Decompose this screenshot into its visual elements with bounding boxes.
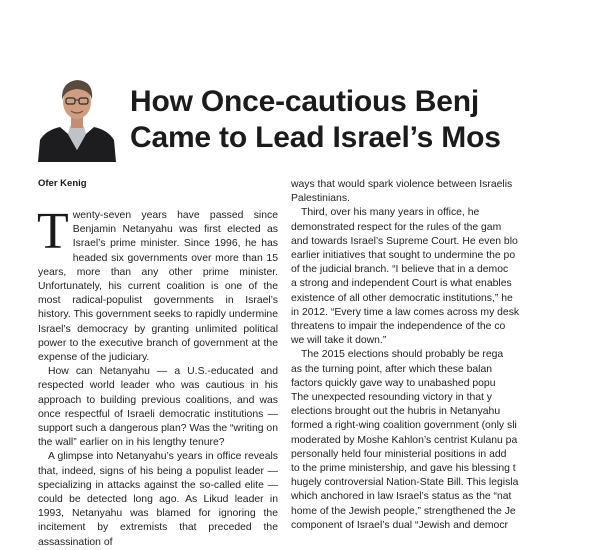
author-photo <box>38 70 116 162</box>
right-line: and towards Israel’s Supreme Court. He even blo <box>291 235 518 247</box>
right-line: ways that would spark violence between Israelis <box>291 179 513 190</box>
paragraph-1-text: wenty-seven years have passed since Benjamin Netanyahu was first elected as Israel’s prime minister. Since 1996, he has headed six governments over more than 15 years, more than any other prime minister. Unfortunately, his current coalition is one of the most radical-populist governments in Israel’s history. This government seeks to rapidly undermine Israel’s democracy by granting unlimited political power to the executive branch of government at the expense of the judiciary. <box>38 210 278 364</box>
paragraph-1 <box>37 203 278 365</box>
right-line: demonstrated respect for the rules of the gam <box>291 221 502 233</box>
paragraph-2: How can Netanyahu — a U.S.-educated and respected world leader who was cautious in his approach to building previous coalitions, and was once respectful of Israeli democratic institutions — support such a dangerous plan? Was the “writing on the wall” earlier on in his lengthy tenure? <box>38 366 278 449</box>
right-line: personally held four ministerial positions in add <box>291 448 507 460</box>
right-line: we will take it down.” <box>291 335 387 347</box>
article-title <box>130 84 550 156</box>
right-line: component of Israel’s dual “Jewish and democr <box>291 519 508 531</box>
author-portrait-icon <box>38 70 116 162</box>
right-line: to the prime ministership, and gave his blessing t <box>291 463 516 475</box>
right-column <box>291 178 591 533</box>
author-byline: Ofer Kenig <box>38 178 87 189</box>
right-line: threatens to impair the independence of the co <box>291 321 506 333</box>
right-line: a strong and independent Court is what enables <box>291 278 512 290</box>
drop-cap: T <box>37 203 69 260</box>
right-line: The unexpected resounding victory in that y <box>291 392 493 404</box>
title-line-1: How Once-cautious Benj <box>130 85 479 118</box>
right-line: moderated by Moshe Kahlon’s centrist Kulanu pa <box>291 434 518 446</box>
right-line: earlier initiatives that sought to undermine the po <box>291 250 516 262</box>
right-line: existence of all other democratic institutions,” he <box>291 292 513 304</box>
right-line: of the judicial branch. “I believe that in a democ <box>291 264 509 276</box>
right-line: The 2015 elections should probably be rega <box>301 349 504 361</box>
left-column <box>37 203 278 550</box>
right-line: elections brought out the hubris in Netanyahu <box>291 406 501 418</box>
title-line-2: Came to Lead Israel’s Mos <box>130 121 501 154</box>
right-line: formed a right-wing coalition government (only sli <box>291 420 517 432</box>
right-line: factors quickly gave way to unabashed popu <box>291 377 496 389</box>
right-line: home of the Jewish people,” strengthened the Je <box>291 505 516 517</box>
right-line: Palestinians. <box>291 193 350 205</box>
right-line: as the turning point, after which these balan <box>291 363 493 375</box>
right-line: which anchored in law Israel’s status as the “nat <box>291 491 512 503</box>
paragraph-3: A glimpse into Netanyahu’s years in office reveals that, indeed, signs of his being a populist leader — specializing in attacks against the so-called elite — could be detected long ago. As Likud leader in 1993, Netanyahu was blamed for ignoring the incitement by extremists that preceded the assassination of <box>38 451 278 548</box>
right-line: Third, over his many years in office, he <box>301 207 480 219</box>
right-line: in 2012. “Every time a law comes across my desk <box>291 306 520 318</box>
right-line: hugely controversial Nation-State Bill. This legisla <box>291 477 519 489</box>
